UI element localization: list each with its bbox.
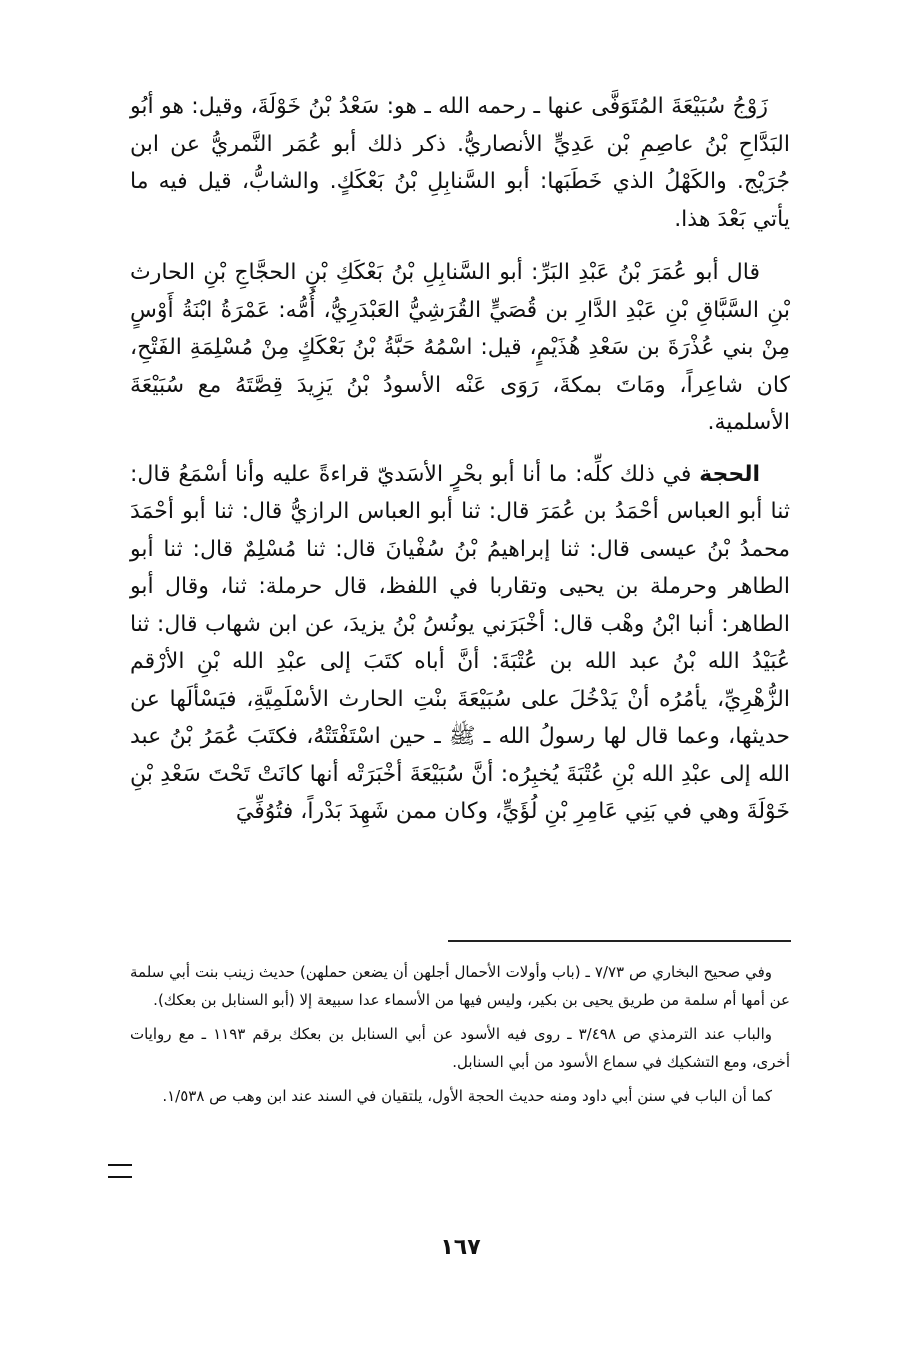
paragraph-1: [130, 88, 790, 238]
paragraph-2-text: قال أبو عُمَرَ بْنُ عَبْدِ البَرِّ: أبو السَّنابِلِ بْنُ بَعْكَكِ بْنِ الحجَّاجِ بْنِ الحارث بْنِ السَّبَّاقِ بْنِ عَبْدِ الدَّارِ بن قُصَيٍّ القُرَشِيُّ العَبْدَرِيُّ، أُمُّه: عَمْرَةُ ابْنَةُ أَوْسٍ مِنْ بني عُذْرَةَ بن سَعْدِ هُذَيْمٍ، قيل: اسْمُهُ حَبَّةُ بْنُ بَعْكَكٍ مِنْ مُسْلِمَةِ الفَتْحِ، كان شاعِراً، ومَاتَ بمكةَ، رَوَى عَنْه الأسودُ بْنُ يَزِيدَ قِصَّتَهُ مع سُبَيْعَةَ الأسلمية.: [130, 260, 790, 435]
page-number: ١٦٧: [440, 1235, 481, 1260]
paragraph-1-text: زَوْجُ سُبَيْعَةَ المُتَوَفَّى عنها ـ رحمه الله ـ هو: سَعْدُ بْنُ خَوْلَةَ، وقيل: هو أبُو البَدَّاحِ بْنُ عاصِمِ بْن عَدِيٍّ الأنصاريُّ. ذكر ذلك أبو عُمَر النَّمريُّ عن ابن جُرَيْج. والكَهْلُ الذي خَطَبَها: أبو السَّنابِلِ بْنُ بَعْكَكٍ. والشابُّ، قيل فيه ما يأتي بَعْدَ هذا.: [130, 94, 790, 232]
footnote-separator: [448, 940, 791, 942]
footnote-2: والباب عند الترمذي ص ٣/٤٩٨ ـ روى فيه الأسود عن أبي السنابل بن بعكك برقم ١١٩٣ ـ مع روايات أخرى، ومع التشكيك في سماع الأسود من أبي السنابل.: [130, 1025, 790, 1071]
paragraph-3-text: في ذلك كلِّه: ما أنا أبو بحْرٍ الأسَديّ قراءةً عليه وأنا أسْمَعُ قال: ثنا أبو العباس أحْمَدُ بن عُمَرَ قال: ثنا أبو العباس الرازيُّ قال: ثنا أبو أحْمَدَ محمدُ بْنُ عيسى قال: ثنا إبراهيمُ بْنُ سُفْيانَ قال: ثنا مُسْلِمٌ قال: ثنا أبو الطاهر وحرملة بن يحيى وتقاربا في اللفظ، قال حرملة: ثنا، وقال أبو الطاهر: أنبا ابْنُ وهْب قال: أخْبَرَني يونُسُ بْنُ يزيدَ، عن ابن شهاب قال: ثنا عُبَيْدُ الله بْنُ عبد الله بن عُتْبَةَ: أنَّ أباه كتَبَ إلى عبْدِ الله بْنِ الأرْقم الزُّهْرِيِّ، يأمُرُه أنْ يَدْخُلَ على سُبَيْعَةَ بنْتِ الحارث الأسْلَمِيَّةِ، فيَسْألَها عن حديثها، وعما قال لها رسولُ الله ـ ﷺ ـ حين اسْتَفْتَتْهُ، فكتَبَ عُمَرُ بْنُ عبد الله إلى عبْدِ الله بْنِ عُتْبَةَ يُخبِرُه: أنَّ سُبَيْعَةَ أخْبَرَتْه أنها كانَتْ تَحْتَ سَعْدِ بْنِ خَوْلَةَ وهي في بَنِي عَامِرِ بْنِ لُؤَيٍّ، وكان ممن شَهِدَ بَدْراً، فتُوُفِّيَ: [130, 461, 790, 824]
paragraph-2: [130, 254, 790, 442]
footnote-3: كما أن الباب في سنن أبي داود ومنه حديث الحجة الأول، يلتقيان في السند عند ابن وهب ص ١/٥٣٨.: [162, 1087, 772, 1105]
paragraph-3: [130, 456, 790, 831]
main-text: [130, 88, 790, 831]
footnotes: [130, 958, 790, 1116]
footnote-1: وفي صحيح البخاري ص ٧/٧٣ ـ (باب وأولات الأحمال أجلهن أن يضعن حملهن) حديث زينب بنت أبي سلمة عن أمها أم سلمة من طريق يحيى بن بكير، وليس فيها من الأسماء عدا سبيعة إلا (أبو السنابل بن بعكك).: [130, 963, 790, 1009]
paragraph-3-heading: الحجة: [699, 461, 760, 487]
continuation-mark: [108, 1164, 132, 1178]
